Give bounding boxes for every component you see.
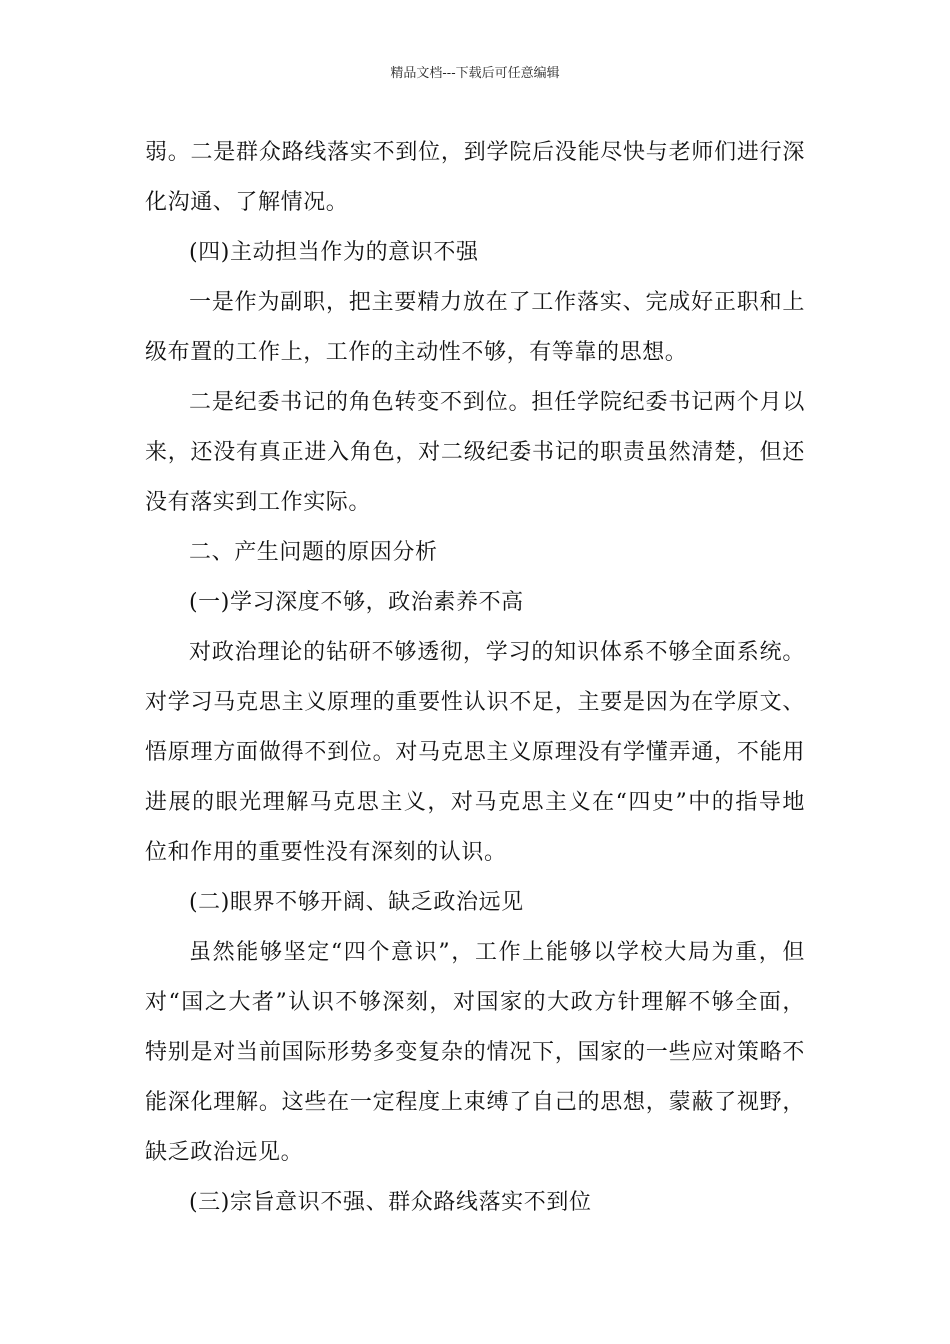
page-header: 精品文档---下载后可任意编辑 <box>390 66 560 81</box>
section-heading: (三)宗旨意识不强、群众路线落实不到位 <box>189 1190 592 1215</box>
text-line: 弱。二是群众路线落实不到位，到学院后没能尽快与老师们进行深 <box>145 140 805 165</box>
text-line: 级布置的工作上，工作的主动性不够，有等靠的思想。 <box>145 340 688 365</box>
text-line: 对“国之大者”认识不够深刻，对国家的大政方针理解不够全面， <box>145 990 805 1015</box>
text-line: 对政治理论的钻研不够透彻，学习的知识体系不够全面系统。 <box>189 640 805 665</box>
section-heading: (四)主动担当作为的意识不强 <box>189 240 479 265</box>
text-line: 来，还没有真正进入角色，对二级纪委书记的职责虽然清楚，但还 <box>145 440 805 465</box>
text-line: 二是纪委书记的角色转变不到位。担任学院纪委书记两个月以 <box>189 390 805 415</box>
text-line: 没有落实到工作实际。 <box>145 490 372 515</box>
text-line: 虽然能够坚定“四个意识”，工作上能够以学校大局为重，但 <box>189 940 805 965</box>
text-line: 对学习马克思主义原理的重要性认识不足，主要是因为在学原文、 <box>145 690 805 715</box>
text-line: 位和作用的重要性没有深刻的认识。 <box>145 840 507 865</box>
section-heading: (二)眼界不够开阔、缺乏政治远见 <box>189 890 524 915</box>
section-heading: (一)学习深度不够，政治素养不高 <box>189 590 524 615</box>
text-line: 化沟通、了解情况。 <box>145 190 349 215</box>
text-line: 能深化理解。这些在一定程度上束缚了自己的思想，蒙蔽了视野， <box>145 1090 805 1115</box>
text-line: 特别是对当前国际形势多变复杂的情况下，国家的一些应对策略不 <box>145 1040 805 1065</box>
text-line: 悟原理方面做得不到位。对马克思主义原理没有学懂弄通，不能用 <box>145 740 805 765</box>
text-line: 一是作为副职，把主要精力放在了工作落实、完成好正职和上 <box>189 290 805 315</box>
section-heading: 二、产生问题的原因分析 <box>189 540 438 565</box>
text-line: 缺乏政治远见。 <box>145 1140 304 1165</box>
document-body <box>145 128 805 1228</box>
text-line: 进展的眼光理解马克思主义，对马克思主义在“四史”中的指导地 <box>145 790 805 815</box>
